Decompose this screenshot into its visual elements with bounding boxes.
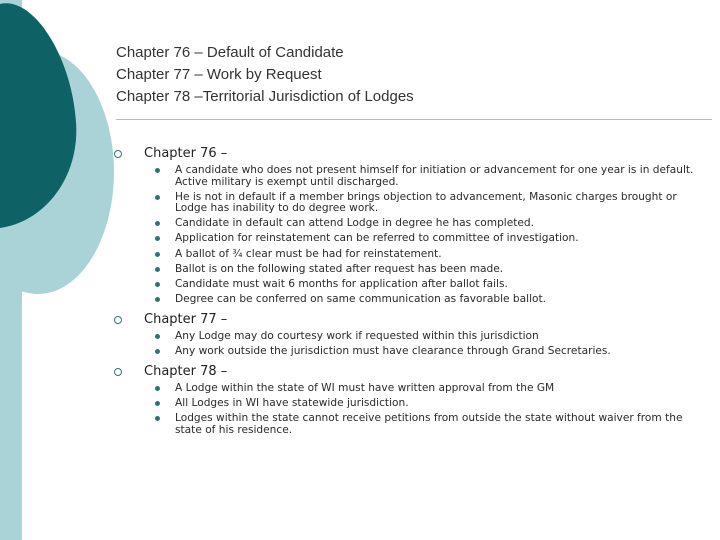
bullet-list bbox=[114, 165, 704, 305]
title-divider bbox=[116, 119, 712, 120]
list-item bbox=[114, 264, 704, 276]
section-heading bbox=[114, 309, 704, 331]
bullet-list bbox=[114, 383, 704, 436]
list-item-text: Degree can be conferred on same communication as favorable ballot. bbox=[175, 292, 547, 305]
dot-bullet-icon bbox=[155, 401, 160, 406]
list-item bbox=[114, 233, 704, 245]
section-heading-text: Chapter 77 – bbox=[144, 311, 228, 327]
list-item-text: A ballot of ¾ clear must be had for reinstatement. bbox=[175, 247, 442, 260]
list-item bbox=[114, 383, 704, 395]
title-line-chapter-77: Chapter 77 – Work by Request bbox=[116, 66, 322, 83]
section-heading-text: Chapter 78 – bbox=[144, 364, 228, 380]
list-item-text: Ballot is on the following stated after request has been made. bbox=[175, 262, 504, 275]
dot-bullet-icon bbox=[155, 236, 160, 241]
dot-bullet-icon bbox=[155, 168, 160, 173]
dot-bullet-icon bbox=[155, 416, 160, 421]
list-item-text: A Lodge within the state of WI must have written approval from the GM bbox=[175, 382, 555, 395]
title-line-chapter-76: Chapter 76 – Default of Candidate bbox=[116, 44, 344, 61]
section-heading-text: Chapter 76 – bbox=[144, 146, 228, 161]
list-item-text: Candidate must wait 6 months for application after ballot fails. bbox=[175, 277, 508, 290]
dot-bullet-icon bbox=[155, 267, 160, 272]
list-item-text: All Lodges in WI have statewide jurisdiction. bbox=[175, 397, 409, 410]
slide-title bbox=[116, 42, 696, 108]
list-item bbox=[114, 279, 704, 291]
list-item bbox=[114, 398, 704, 410]
dot-bullet-icon bbox=[155, 282, 160, 287]
dot-bullet-icon bbox=[155, 334, 160, 339]
list-item-text: Candidate in default can attend Lodge in degree he has completed. bbox=[175, 217, 535, 230]
list-item bbox=[114, 249, 704, 261]
section-chapter-77 bbox=[114, 309, 704, 358]
slide-content bbox=[114, 143, 704, 440]
dot-bullet-icon bbox=[155, 349, 160, 354]
section-heading bbox=[114, 143, 704, 165]
ring-bullet-icon bbox=[114, 316, 122, 324]
list-item-text: A candidate who does not present himself for initiation or advancement for one year is in default. Active military is exempt until discharged. bbox=[175, 164, 694, 188]
list-item bbox=[114, 192, 704, 215]
list-item bbox=[114, 218, 704, 230]
list-item-text: He is not in default if a member brings objection to advancement, Masonic charges brought or Lodge has inability to do degree work. bbox=[175, 190, 677, 215]
section-heading bbox=[114, 361, 704, 383]
list-item-text: Any Lodge may do courtesy work if requested within this jurisdiction bbox=[175, 329, 539, 342]
ring-bullet-icon bbox=[114, 150, 122, 158]
list-item bbox=[114, 346, 704, 358]
list-item-text: Any work outside the jurisdiction must have clearance through Grand Secretaries. bbox=[175, 345, 611, 358]
list-item bbox=[114, 331, 704, 343]
list-item bbox=[114, 413, 704, 436]
dot-bullet-icon bbox=[155, 221, 160, 226]
list-item-text: Lodges within the state cannot receive petitions from outside the state without waiver from the state of his residence. bbox=[175, 412, 683, 436]
list-item bbox=[114, 294, 704, 306]
dot-bullet-icon bbox=[155, 252, 160, 257]
list-item-text: Application for reinstatement can be referred to committee of investigation. bbox=[175, 232, 579, 245]
dot-bullet-icon bbox=[155, 297, 160, 302]
dot-bullet-icon bbox=[155, 386, 160, 391]
ring-bullet-icon bbox=[114, 368, 122, 376]
dot-bullet-icon bbox=[155, 195, 160, 200]
bullet-list bbox=[114, 331, 704, 358]
section-chapter-78 bbox=[114, 361, 704, 436]
title-line-chapter-78: Chapter 78 –Territorial Jurisdiction of Lodges bbox=[116, 88, 414, 105]
list-item bbox=[114, 165, 704, 188]
section-chapter-76 bbox=[114, 143, 704, 305]
